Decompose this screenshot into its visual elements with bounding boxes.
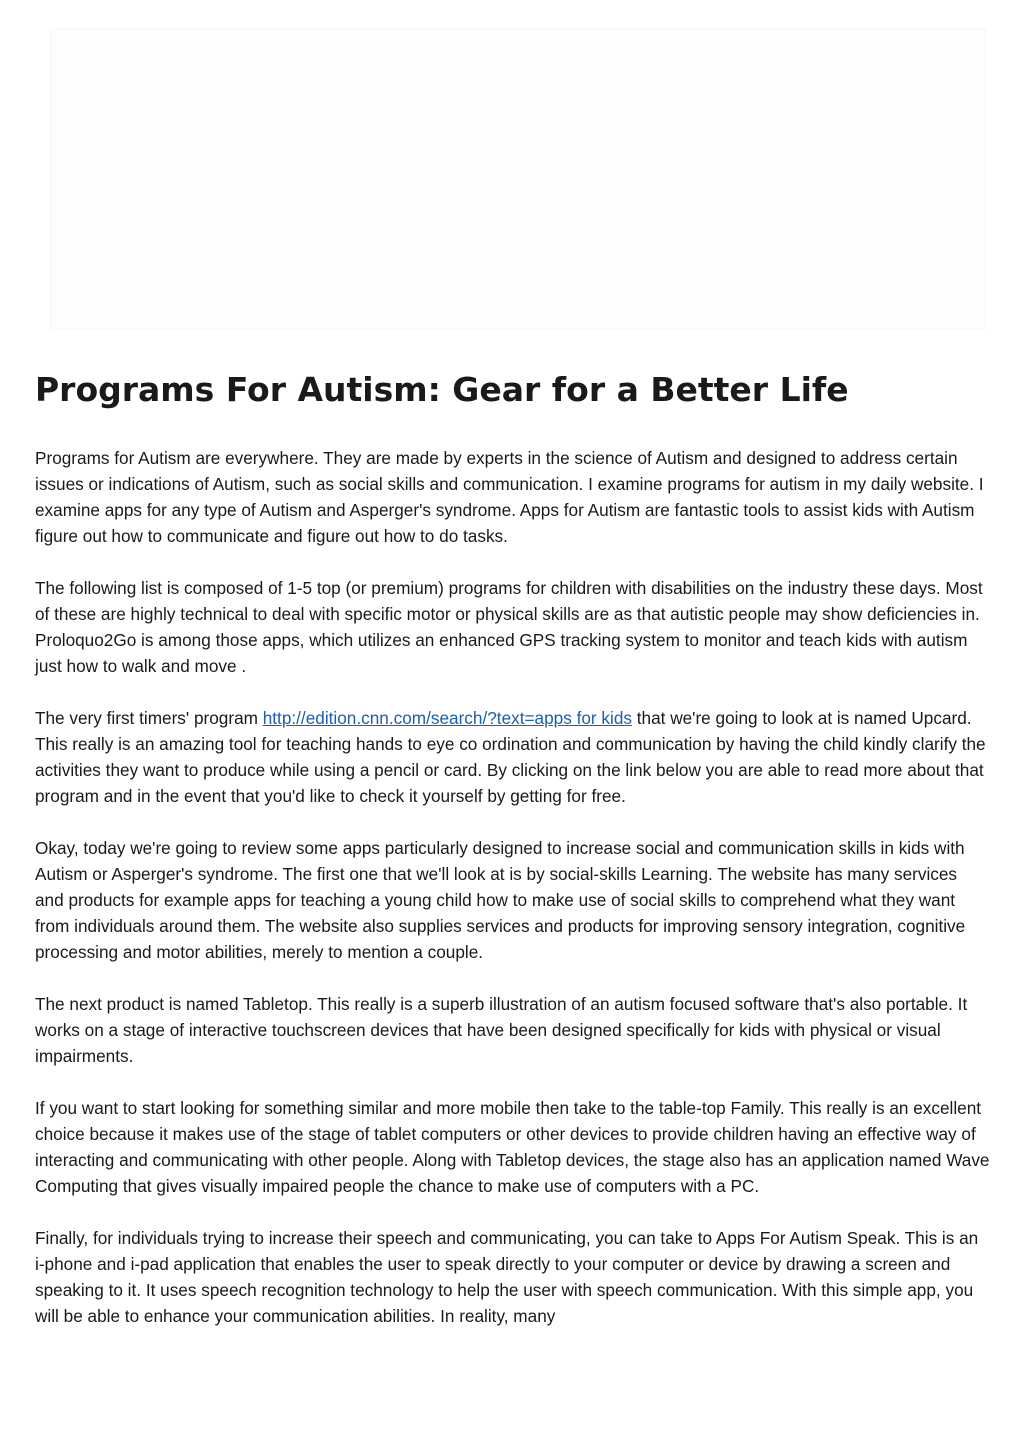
paragraph-5: The next product is named Tabletop. This really is a superb illustration of an autism focused software that's also portable. It works on a stage of interactive touchscreen devices that have been designed specifically for kids with physical or visual impairments. [35, 994, 968, 1066]
paragraph-4: Okay, today we're going to review some apps particularly designed to increase social and communication skills in kids with Autism or Asperger's syndrome. The first one that we'll look at is by social-skills Learning. The website has many services and products for example apps for teaching a young child how to make use of social skills to comprehend what they want from individuals around them. The website also supplies services and products for improving sensory integration, cognitive processing and motor abilities, merely to mention a couple. [35, 838, 966, 962]
paragraph-3-text-before: The very first timers' program [35, 708, 263, 728]
paragraph-1: Programs for Autism are everywhere. They are made by experts in the science of Autism and designed to address certain issues or indications of Autism, such as social skills and communication. I examine programs for autism in my daily website. I examine apps for any type of Autism and Asperger's syndrome. Apps for Autism are fantastic tools to assist kids with Autism figure out how to communicate and figure out how to do tasks. [35, 448, 984, 546]
page-title: Programs For Autism: Gear for a Better Life [35, 370, 849, 409]
article-body [35, 445, 990, 1355]
paragraph-2: The following list is composed of 1-5 top (or premium) programs for children with disabilities on the industry these days. Most of these are highly technical to deal with specific motor or physical skills are as that autistic people may show deficiencies in. Proloquo2Go is among those apps, which utilizes an enhanced GPS tracking system to monitor and teach kids with autism just how to walk and move . [35, 578, 983, 676]
paragraph-6: If you want to start looking for something similar and more mobile then take to the table-top Family. This really is an excellent choice because it makes use of the stage of tablet computers or other devices to provide children having an effective way of interacting and communicating with other people. Along with Tabletop devices, the stage also has an application named Wave Computing that gives visually impaired people the chance to make use of computers with a PC. [35, 1098, 990, 1196]
header-image-placeholder [50, 28, 986, 330]
paragraph-3 [35, 705, 990, 809]
cnn-search-link[interactable]: http://edition.cnn.com/search/?text=apps for kids [262, 708, 632, 728]
paragraph-7: Finally, for individuals trying to increase their speech and communicating, you can take to Apps For Autism Speak. This is an i-phone and i-pad application that enables the user to speak directly to your computer or device by drawing a screen and speaking to it. It uses speech recognition technology to help the user with speech communication. With this simple app, you will be able to enhance your communication abilities. In reality, many [35, 1228, 979, 1326]
paragraph-3-text-after: that we're going to look at is named Upcard. This really is an amazing tool for teaching hands to eye co ordination and communication by having the child kindly clarify the activities they want to produce while using a pencil or card. By clicking on the link below you are able to read more about that program and in the event that you'd like to check it yourself by getting for free. [35, 708, 986, 806]
